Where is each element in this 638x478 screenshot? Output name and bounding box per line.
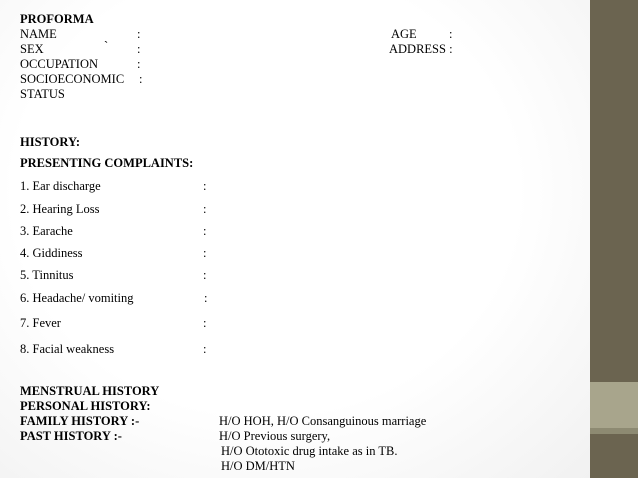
menstrual-history-heading: MENSTRUAL HISTORY: [20, 384, 160, 398]
name-colon: :: [137, 27, 141, 41]
family-history-detail: H/O HOH, H/O Consanguinous marriage: [219, 414, 427, 428]
occupation-colon: :: [137, 57, 141, 71]
complaint-colon: :: [204, 291, 208, 305]
address-label: ADDRESS :: [389, 42, 453, 56]
side-decor-accent-line: [590, 428, 638, 434]
complaint-item: 2. Hearing Loss: [20, 202, 100, 216]
age-colon: :: [449, 27, 453, 41]
complaint-item: 4. Giddiness: [20, 246, 83, 260]
complaint-colon: :: [203, 202, 207, 216]
socioeconomic-label: SOCIOECONOMIC: [20, 72, 125, 86]
complaint-item: 8. Facial weakness: [20, 342, 115, 356]
complaint-item: 5. Tinnitus: [20, 268, 74, 282]
sex-stray-mark: `: [104, 39, 109, 53]
complaint-colon: :: [203, 342, 207, 356]
past-history-detail: H/O Previous surgery,: [219, 429, 331, 443]
family-history-heading: FAMILY HISTORY :-: [20, 414, 140, 428]
name-label: NAME: [20, 27, 57, 41]
personal-history-heading: PERSONAL HISTORY:: [20, 399, 151, 413]
side-decor-accent: [590, 382, 638, 428]
complaint-item: 6. Headache/ vomiting: [20, 291, 134, 305]
complaint-colon: :: [203, 268, 207, 282]
past-history-heading: PAST HISTORY :-: [20, 429, 122, 443]
occupation-label: OCCUPATION: [20, 57, 99, 71]
complaint-colon: :: [203, 224, 207, 238]
complaint-item: 3. Earache: [20, 224, 73, 238]
proforma-title: PROFORMA: [20, 12, 94, 26]
age-label: AGE: [391, 27, 417, 41]
sex-colon: :: [137, 42, 141, 56]
presenting-complaints-heading: PRESENTING COMPLAINTS:: [20, 156, 194, 170]
status-label: STATUS: [20, 87, 65, 101]
past-history-detail: H/O Ototoxic drug intake as in TB.: [221, 444, 398, 458]
complaint-item: 7. Fever: [20, 316, 61, 330]
complaint-colon: :: [203, 179, 207, 193]
complaint-colon: :: [203, 246, 207, 260]
history-heading: HISTORY:: [20, 135, 81, 149]
complaint-item: 1. Ear discharge: [20, 179, 101, 193]
complaint-colon: :: [203, 316, 207, 330]
sex-label: SEX: [20, 42, 44, 56]
socioeconomic-colon: :: [139, 72, 143, 86]
past-history-detail: H/O DM/HTN: [221, 459, 295, 473]
